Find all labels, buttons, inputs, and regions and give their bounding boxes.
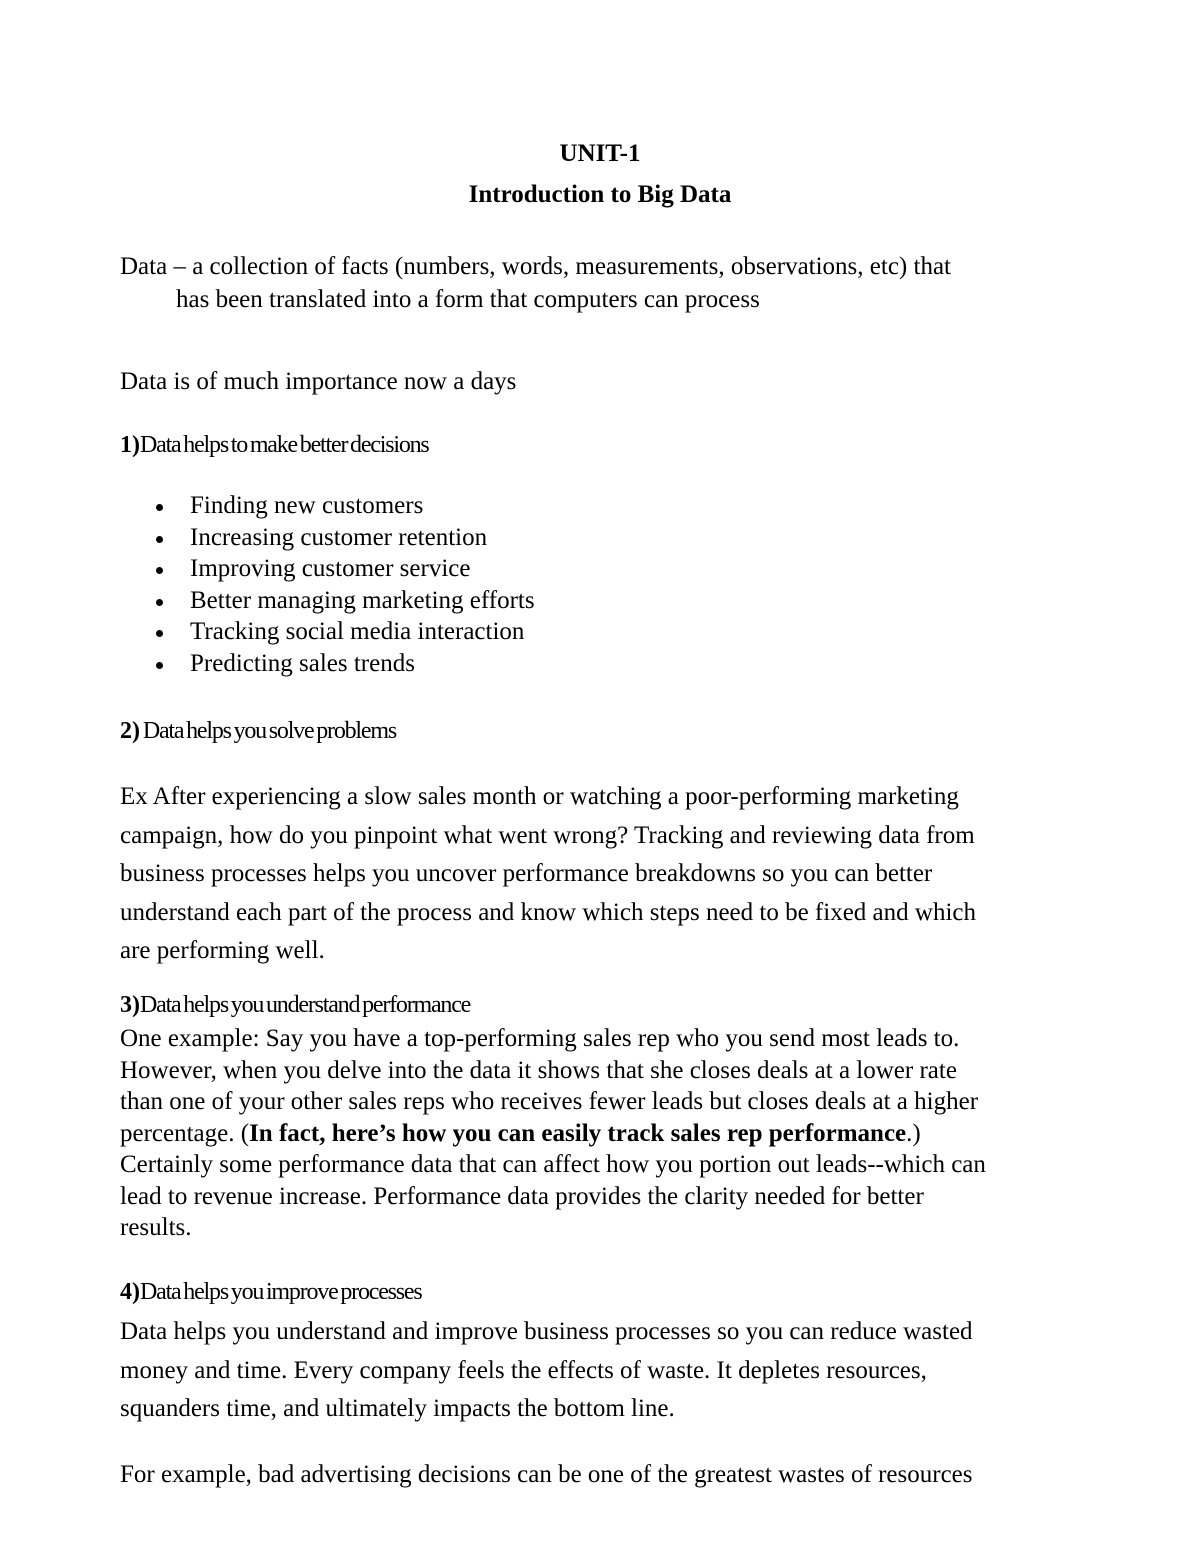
paragraph-line: than one of your other sales reps who receives fewer leads but closes deals at a higher — [120, 1088, 979, 1115]
list-item-text: Tracking social media interaction — [190, 618, 525, 645]
line-text: .) — [906, 1119, 921, 1147]
decision-benefits-list — [120, 490, 535, 679]
paragraph-line: However, when you delve into the data it shows that she closes deals at a lower rate — [120, 1056, 957, 1084]
page-title: Introduction to Big Data — [468, 181, 732, 208]
bullet-icon — [156, 662, 163, 669]
bold-callout: In fact, here’s how you can easily track sales rep performance — [249, 1119, 907, 1147]
section3-number: 3) — [120, 992, 140, 1018]
section4-paragraph — [120, 1313, 973, 1429]
list-item-text: Improving customer service — [190, 555, 471, 582]
section4-number: 4) — [120, 1279, 140, 1305]
list-item — [120, 585, 535, 617]
section3-heading-text: Data helps you understand performance — [140, 992, 471, 1018]
section1-heading-text: Data helps to make better decisions — [140, 432, 429, 458]
importance-statement: Data is of much importance now a days — [120, 368, 517, 395]
closing-line: For example, bad advertising decisions can be one of the greatest wastes of resources — [120, 1461, 973, 1488]
section2-heading — [120, 716, 396, 746]
paragraph-line: Ex After experiencing a slow sales month or watching a poor-performing marketing — [120, 783, 959, 810]
paragraph-line: understand each part of the process and know which steps need to be fixed and which — [120, 898, 976, 926]
bullet-icon — [156, 504, 163, 511]
paragraph-line: One example: Say you have a top-performing sales rep who you send most leads to. — [120, 1025, 960, 1052]
paragraph-line — [120, 1118, 986, 1150]
list-item-text: Finding new customers — [190, 492, 424, 519]
paragraph-line: are performing well. — [120, 937, 325, 964]
paragraph-line: money and time. Every company feels the effects of waste. It depletes resources, — [120, 1356, 927, 1384]
list-item-text: Increasing customer retention — [190, 523, 488, 551]
list-item-text: Predicting sales trends — [190, 649, 415, 677]
line-text: percentage. ( — [120, 1119, 250, 1147]
bullet-icon — [156, 630, 163, 637]
paragraph-line: Certainly some performance data that can affect how you portion out leads--which can — [120, 1151, 986, 1178]
section2-heading-text: Data helps you solve problems — [142, 718, 396, 744]
paragraph-line: Data helps you understand and improve business processes so you can reduce wasted — [120, 1318, 973, 1345]
unit-label: UNIT-1 — [559, 140, 641, 167]
list-item — [120, 522, 535, 554]
definition-line-2: has been translated into a form that computers can process — [176, 286, 760, 313]
bullet-icon — [156, 536, 163, 543]
list-item — [120, 616, 535, 648]
list-item — [120, 490, 535, 522]
bullet-icon — [156, 567, 163, 574]
paragraph-line: business processes helps you uncover performance breakdowns so you can better — [120, 860, 933, 887]
section2-paragraph — [120, 778, 976, 971]
section3-heading — [120, 990, 470, 1020]
paragraph-line: squanders time, and ultimately impacts the bottom line. — [120, 1395, 675, 1422]
paragraph-line: lead to revenue increase. Performance data provides the clarity needed for better — [120, 1182, 924, 1210]
section4-heading — [120, 1277, 422, 1307]
definition-line-1: Data – a collection of facts (numbers, words, measurements, observations, etc) that — [120, 253, 951, 280]
list-item — [120, 648, 535, 680]
list-item — [120, 553, 535, 585]
section1-heading — [120, 430, 429, 460]
section1-number: 1) — [120, 432, 140, 458]
section4-heading-text: Data helps you improve processes — [140, 1279, 422, 1305]
bullet-icon — [156, 599, 163, 606]
paragraph-line: campaign, how do you pinpoint what went wrong? Tracking and reviewing data from — [120, 821, 975, 849]
section3-paragraph — [120, 1023, 986, 1244]
list-item-text: Better managing marketing efforts — [190, 586, 535, 614]
section2-number: 2) — [120, 718, 140, 744]
paragraph-line: results. — [120, 1214, 192, 1241]
